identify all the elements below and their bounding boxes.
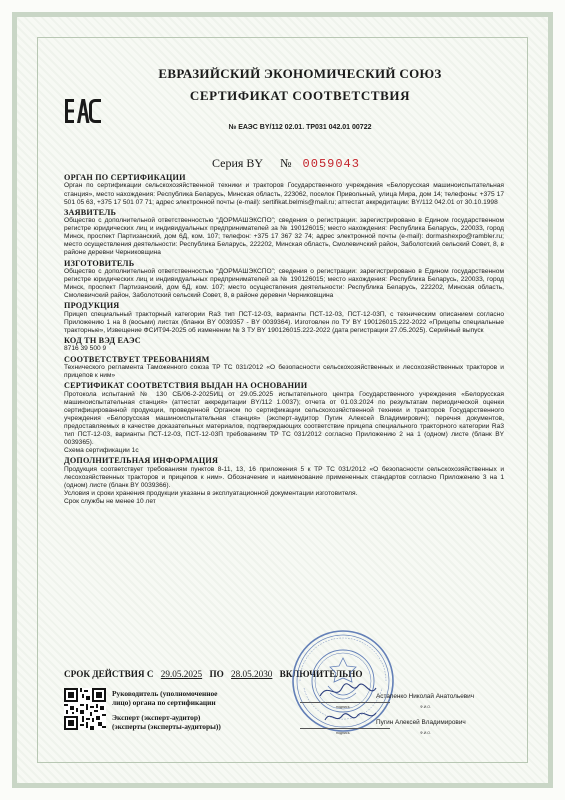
head-signature-line — [300, 702, 390, 703]
section-paragraph: Прицеп специальный тракторный категории Ra3 тип ПСТ-12-03, варианты ПСТ-12-03, ПСТ-12-03П, с техническим описанием согласно Приложению 1 на 8 (восьми) листах (бланки BY 0039357 - BY 0039364). Изготовлен по ТУ BY 190126015.222-2022 «Прицепы специальные тракторные», Извещение ФСИТ94-2025 об изменении № 3 ТУ BY 190126015.222-2022 (дата регистрации 27.05.2025). Серийный выпуск — [64, 310, 504, 334]
head-signature-icon — [318, 680, 378, 702]
section-paragraph: Орган по сертификации сельскохозяйственной техники и тракторов Государственного учреждения «Белорусская машиноиспытательная станция», место нахождения: Республика Беларусь, Минская область, 223062, поселок Привольный, улица Мира, дом 14; телефоны: +375 17 501 05 63, +375 17 501 07 71; адрес электронной почты (e-mail): sertifikat.belmis@mail.ru; аттестат аккредитации: BY/112 042.01 от 30.10.1998 — [64, 182, 504, 206]
number-sign: № — [280, 156, 292, 170]
expert-name: Пугин Алексей Владимирович — [376, 719, 466, 726]
expert-sign-note: подпись — [336, 731, 350, 735]
qr-code-icon[interactable] — [64, 688, 106, 730]
section-title: ОРГАН ПО СЕРТИФИКАЦИИ — [64, 173, 186, 182]
series-number: 0059043 — [302, 157, 360, 171]
section-paragraph: Срок службы не менее 10 лет — [64, 498, 156, 506]
expert-fio-note: Ф.И.О. — [420, 731, 432, 735]
validity-inclusive: ВКЛЮЧИТЕЛЬНО — [279, 669, 363, 679]
section-paragraph: Продукция соответствует требованиям пунктов 8-11, 13, 16 приложения 5 к ТР ТС 031/2012 «О безопасности сельскохозяйственных и лесохозяйственных тракторов и прицепов к ним». Обозначение и наименование примененных стандартов согласно Приложению 3 на 1 (одном) листе (бланк BY 0039366). — [64, 465, 504, 489]
head-name: Астапенко Николай Анатольевич — [376, 693, 475, 700]
registration-number: № ЕАЭС BY/112 02.01. ТР031 042.01 00722 — [228, 124, 372, 131]
section-paragraph: Условия и сроки хранения продукции указаны в эксплуатационной документации изготовителя. — [64, 489, 358, 497]
expert-signature-line — [300, 728, 390, 729]
head-fio-note: Ф.И.О. — [420, 705, 432, 709]
head-label — [112, 689, 217, 707]
certificate-title: СЕРТИФИКАТ СООТВЕТСТВИЯ — [189, 88, 411, 103]
section-title: ИЗГОТОВИТЕЛЬ — [64, 258, 135, 268]
section-paragraph: Общество с дополнительной ответственностью “ДОРМАШЭКСПО”; сведения о регистрации: зарегистрировано в Едином государственном регистре юридических лиц и индивидуальных предпринимателей за № 190126015; место нахождения: Республика Беларусь, 220033, город Минск, проспект Партизанский, дом 6Д, ком. 107; место осуществления деятельности: Республика Беларусь, 222202, Минская область, Смолевичский район, Заболотский сельский Совет, 8, в районе деревни Черниковщина — [64, 267, 504, 300]
validity-line — [64, 669, 504, 679]
section-paragraph: Схема сертификации 1с — [64, 447, 139, 455]
expert-label-line-2: (эксперты (эксперты-аудиторы)) — [112, 722, 221, 731]
validity-from-label: СРОК ДЕЙСТВИЯ С — [64, 669, 154, 679]
section-paragraph: Общество с дополнительной ответственностью “ДОРМАШЭКСПО”; сведения о регистрации: зарегистрировано в Едином государственном регистре юридических лиц и индивидуальных предпринимателей за № 190126015; место нахождения: Республика Беларусь, 220033, город Минск, проспект Партизанский, дом 6Д, ком. 107; телефон: +375 17 367 32 74; адрес электронной почты (e-mail): dormashexpo@rambler.ru; место осуществления деятельности: Республика Беларусь, 222202, Минская область, Смолевичский район, Заболотский сельский Совет, 8, в районе деревни Черниковщина — [64, 217, 504, 257]
section-title: ДОПОЛНИТЕЛЬНАЯ ИНФОРМАЦИЯ — [64, 456, 219, 466]
head-label-line-2: лицо) органа по сертификации — [112, 698, 216, 707]
section-paragraph: 8716 39 500 9 — [64, 345, 107, 353]
expert-label — [112, 713, 221, 731]
section-paragraph: Технического регламента Таможенного союза ТР ТС 031/2012 «О безопасности сельскохозяйственных и лесохозяйственных тракторов и прицепов к ним» — [64, 363, 504, 380]
section-paragraph: Протокола испытаний № 130 СБ/06-2-2025ИЦ от 29.05.2025 испытательного центра Государственного учреждения «Белорусская машиноиспытательная станция» (аттестат аккредитации BY/112 1.0037); отчета от 01.03.2024 по результатам периодической оценки сертифицированной продукции, проведенной Органом по сертификации сельскохозяйственной техники и тракторов Государственного учреждения «Белорусская машиноиспытательная станция» (эксперт-аудитор Пугин Алексей Владимирович); перечня документов, предоставляемых в качестве доказательных материалов, подтверждающих соответствие прицепа специального тракторного категории Ra3 тип ПСТ-12-03, варианты ПСТ-12-03, ПСТ-12-03П требованиям ТР ТС 031/2012 согласно Приложению 2 на 1 (одном) листе (бланк BY 0039365). — [64, 390, 504, 447]
validity-to-label: ПО — [209, 669, 224, 679]
validity-from-date: 29.05.2025 — [160, 669, 203, 679]
series-label: Серия BY — [212, 156, 264, 170]
section-title: КОД ТН ВЭД ЕАЭС — [64, 336, 141, 346]
expert-signature-icon — [322, 706, 378, 728]
validity-to-date: 28.05.2030 — [231, 669, 273, 679]
union-heading: ЕВРАЗИЙСКИЙ ЭКОНОМИЧЕСКИЙ СОЮЗ — [158, 66, 442, 81]
expert-label-line-1: Эксперт (эксперт-аудитор) — [112, 713, 201, 722]
section-title: СООТВЕТСТВУЕТ ТРЕБОВАНИЯМ — [64, 354, 210, 364]
series-line — [212, 156, 412, 171]
certificate-body — [64, 172, 504, 506]
head-label-line-1: Руководитель (уполномоченное — [112, 689, 218, 698]
head-sign-note: подпись — [336, 705, 350, 709]
section-title: ПРОДУКЦИЯ — [64, 301, 120, 311]
section-title: ЗАЯВИТЕЛЬ — [64, 207, 117, 217]
eac-logo-icon — [64, 96, 104, 126]
section-title: СЕРТИФИКАТ СООТВЕТСТВИЯ ВЫДАН НА ОСНОВАНИИ — [64, 381, 308, 391]
